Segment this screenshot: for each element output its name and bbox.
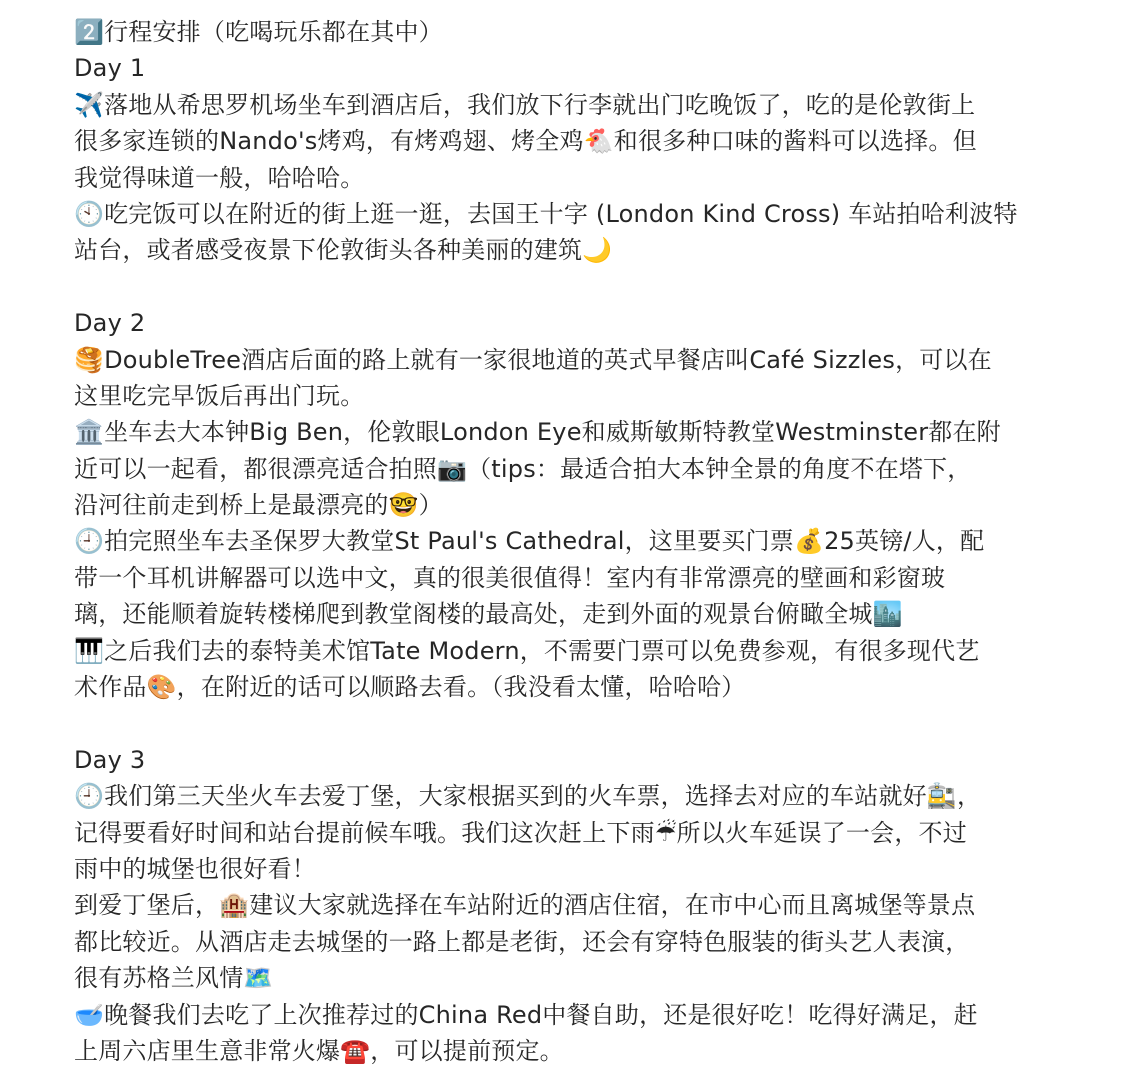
day3-line: 很有苏格兰风情🗺️ [74, 964, 274, 993]
day2-line: 🥞DoubleTree酒店后面的路上就有一家很地道的英式早餐店叫Café Sizzles，可以在 [74, 345, 992, 374]
day1-line: ✈️落地从希思罗机场坐车到酒店后，我们放下行李就出门吃晚饭了，吃的是伦敦街上 [74, 90, 976, 119]
day1-line: 站台，或者感受夜景下伦敦街头各种美丽的建筑🌙 [74, 236, 613, 265]
day3-line: 到爱丁堡后，🏨建议大家就选择在车站附近的酒店住宿，在市中心而且离城堡等景点 [74, 891, 976, 920]
day3-line: 雨中的城堡也很好看！ [74, 854, 316, 883]
itinerary-document [74, 14, 1074, 1069]
paragraph-spacer [74, 705, 1074, 741]
day3-line: 上周六店里生意非常火爆☎️，可以提前预定。 [74, 1036, 564, 1065]
day2-line: 🏛️坐车去大本钟Big Ben，伦敦眼London Eye和威斯敏斯特教堂Westminster都在附 [74, 418, 1001, 447]
day1-line: 很多家连锁的Nando's烤鸡，有烤鸡翅、烤全鸡🐔和很多种口味的酱料可以选择。但 [74, 127, 977, 156]
paragraph-spacer [74, 269, 1074, 305]
day2-line: 璃，还能顺着旋转楼梯爬到教堂阁楼的最高处，走到外面的观景台俯瞰全城🏙️ [74, 600, 903, 629]
day2-line: 近可以一起看，都很漂亮适合拍照📷（tips：最适合拍大本钟全景的角度不在塔下， [74, 454, 972, 483]
day2-line: 这里吃完早饭后再出门玩。 [74, 381, 365, 410]
day2-heading: Day 2 [74, 309, 146, 338]
day2-line: 带一个耳机讲解器可以选中文，真的很美很值得！室内有非常漂亮的壁画和彩窗玻 [74, 563, 946, 592]
day3-heading: Day 3 [74, 745, 146, 774]
day2-line: 术作品🎨，在附近的话可以顺路去看。（我没看太懂，哈哈哈） [74, 673, 746, 702]
day1-line: 我觉得味道一般，哈哈哈。 [74, 163, 365, 192]
day2-line: 🕘拍完照坐车去圣保罗大教堂St Paul's Cathedral，这里要买门票💰25英镑/人，配 [74, 527, 985, 556]
day3-line: 都比较近。从酒店走去城堡的一路上都是老街，还会有穿特色服装的街头艺人表演， [74, 927, 970, 956]
day1-line: 🕙吃完饭可以在附近的街上逛一逛，去国王十字 (London Kind Cross) 车站拍哈利波特 [74, 199, 1018, 228]
day3-line: 🥣晚餐我们去吃了上次推荐过的China Red中餐自助，还是很好吃！吃得好满足，赶 [74, 1000, 978, 1029]
day3-line: 记得要看好时间和站台提前候车哦。我们这次赶上下雨☔所以火车延误了一会，不过 [74, 818, 967, 847]
section-title: 2️⃣行程安排（吃喝玩乐都在其中） [74, 18, 443, 46]
day2-line: 沿河往前走到桥上是最漂亮的🤓） [74, 491, 443, 520]
day3-line: 🕘我们第三天坐火车去爱丁堡，大家根据买到的火车票，选择去对应的车站就好🚉， [74, 782, 982, 811]
day1-heading: Day 1 [74, 54, 146, 83]
day2-line: 🎹之后我们去的泰特美术馆Tate Modern，不需要门票可以免费参观，有很多现代艺 [74, 636, 980, 665]
